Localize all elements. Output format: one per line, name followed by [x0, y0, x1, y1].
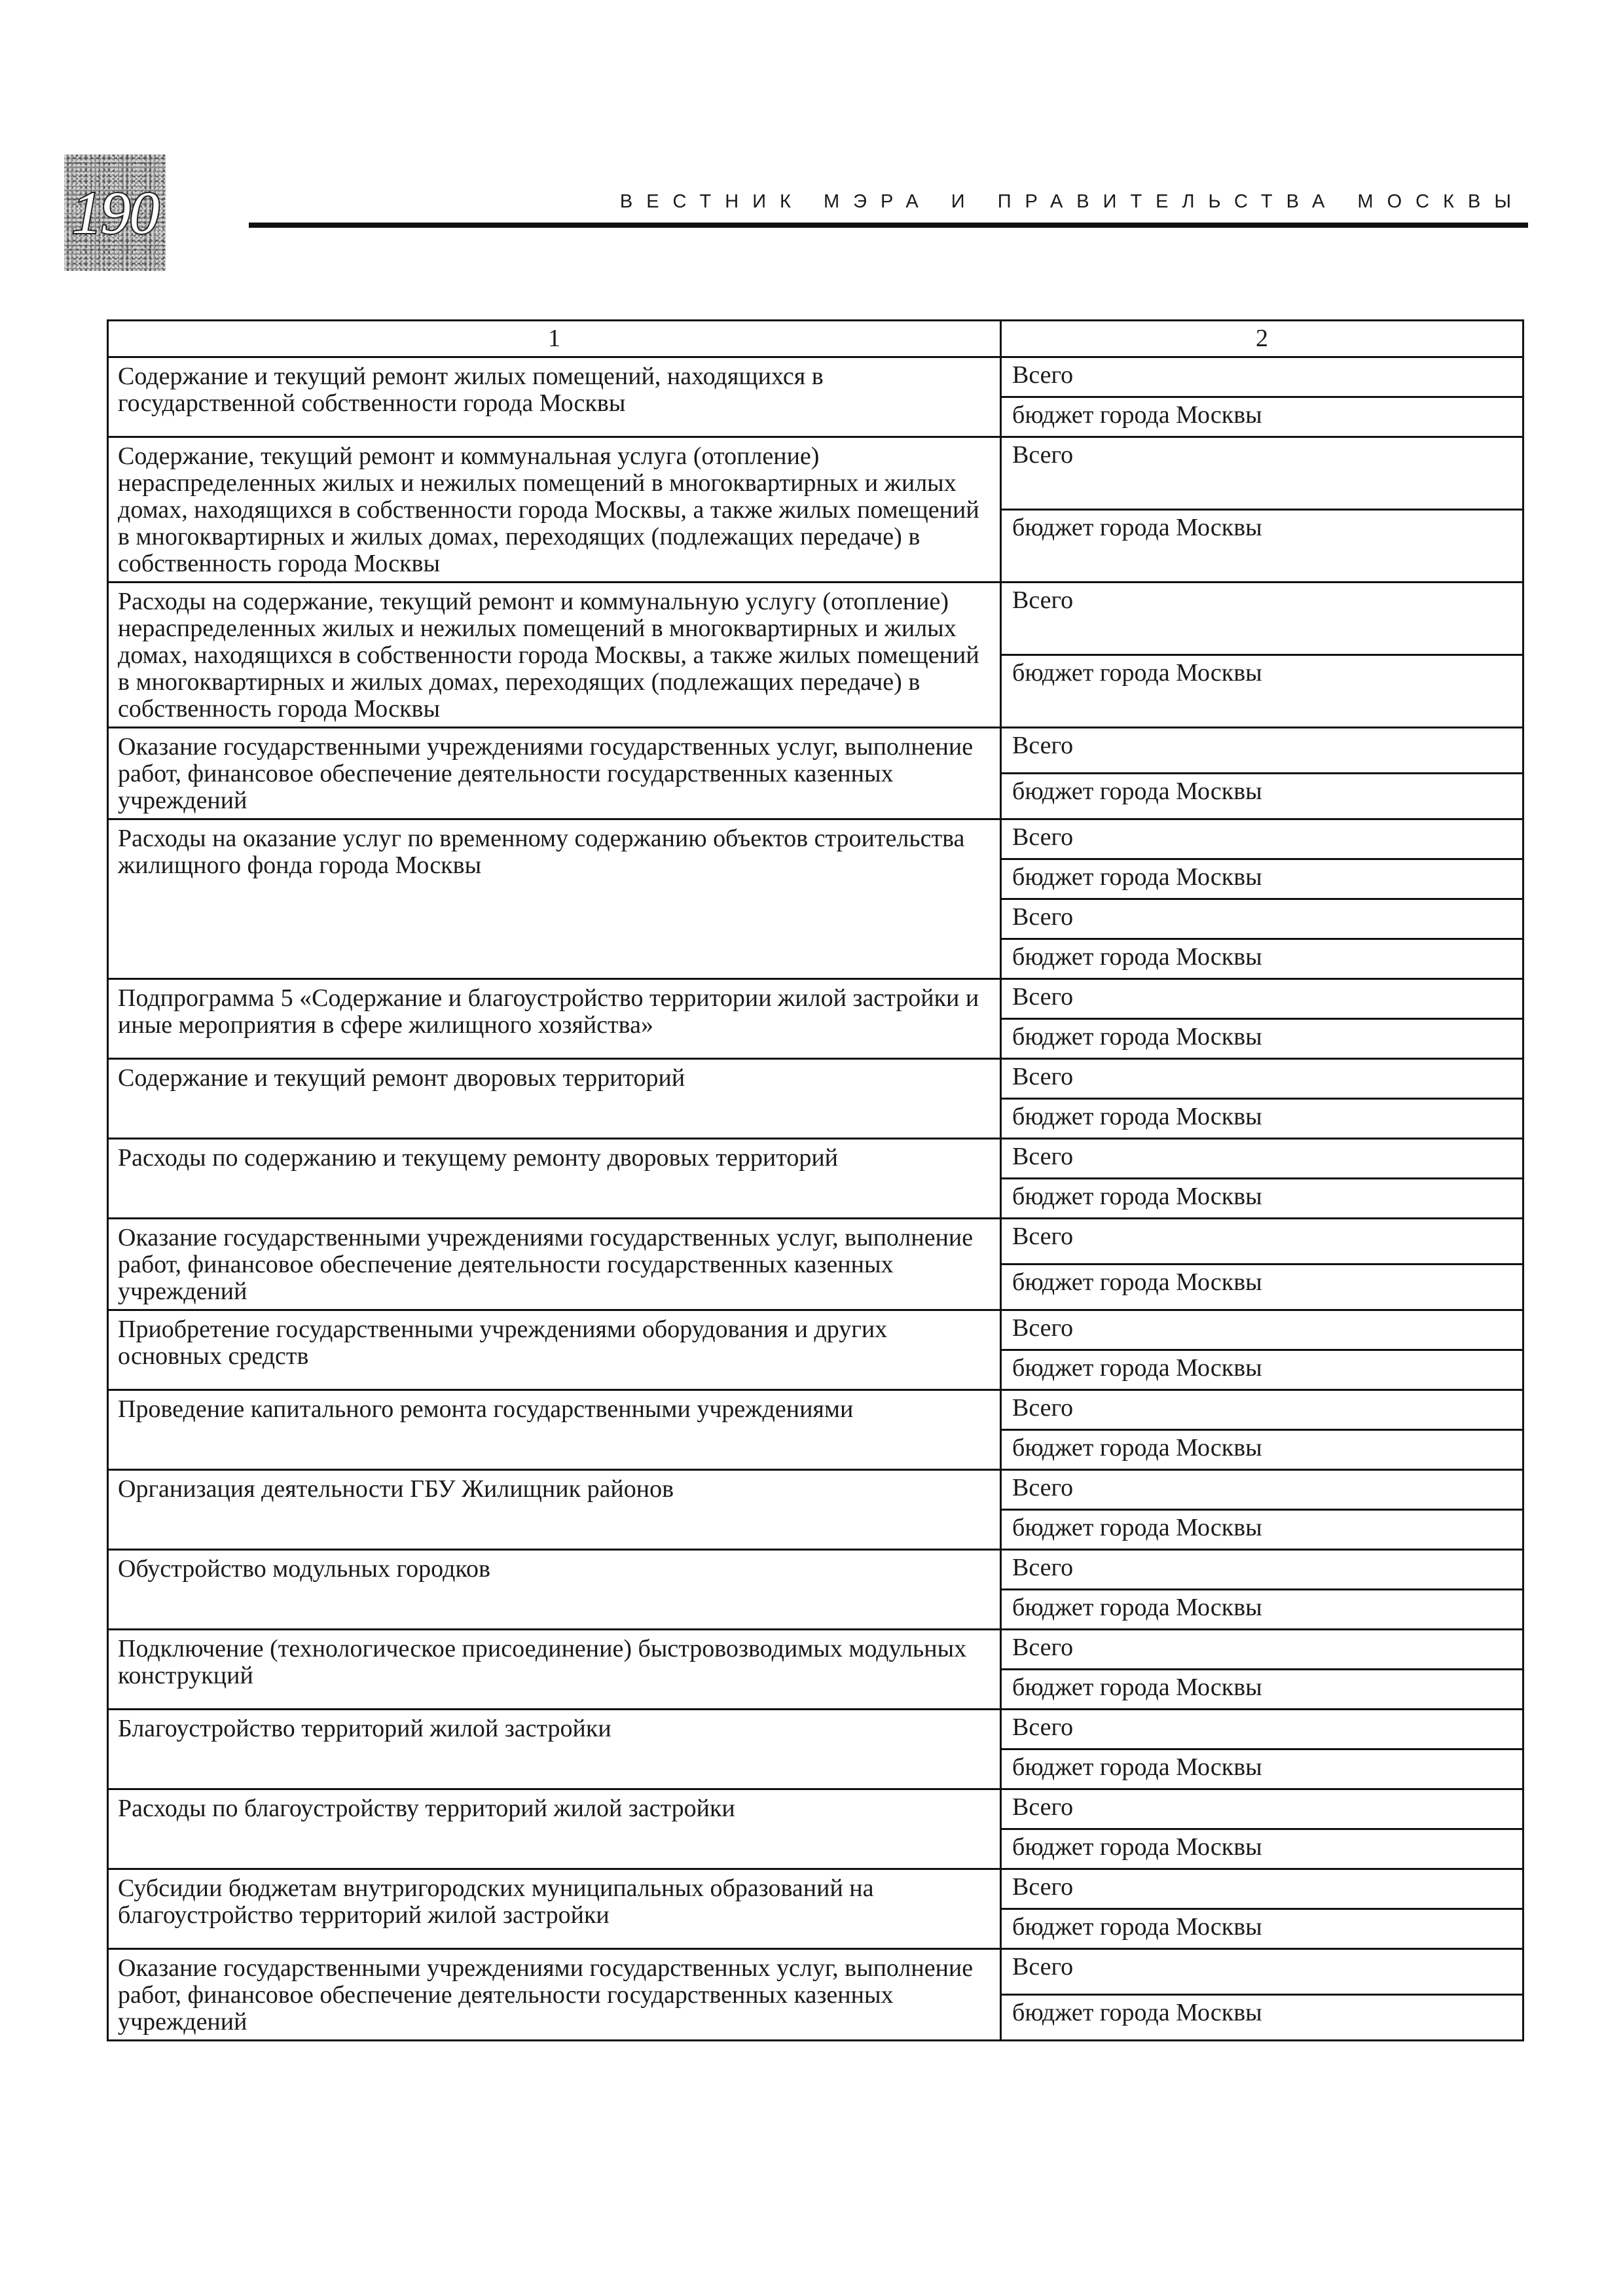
row-continuation-cell — [1523, 357, 1559, 437]
funding-source: бюджет города Москвы — [1001, 1099, 1523, 1139]
funding-source: бюджет города Москвы — [1001, 774, 1523, 819]
row-continuation-cell — [1523, 1310, 1559, 1390]
funding-source: бюджет города Москвы — [1001, 1510, 1523, 1550]
row-continuation-cell — [1523, 1710, 1559, 1789]
funding-source: Всего — [1001, 1869, 1523, 1909]
row-continuation-cell — [1523, 1949, 1559, 2041]
row-description: Приобретение государственными учреждениями оборудования и других основных средств — [108, 1310, 1001, 1390]
funding-source: Всего — [1001, 583, 1523, 655]
row-continuation-cell — [1523, 583, 1559, 728]
funding-source: Всего — [1001, 1310, 1523, 1350]
row-description: Организация деятельности ГБУ Жилищник районов — [108, 1470, 1001, 1550]
funding-source: бюджет города Москвы — [1001, 510, 1523, 583]
row-description: Расходы по содержанию и текущему ремонту дворовых территорий — [108, 1139, 1001, 1219]
funding-source: Всего — [1001, 1390, 1523, 1430]
table-row — [108, 728, 1559, 774]
row-continuation-cell — [1523, 1470, 1559, 1550]
funding-source: бюджет города Москвы — [1001, 859, 1523, 899]
row-continuation-cell — [1523, 1869, 1559, 1949]
row-continuation-cell — [1523, 979, 1559, 1059]
funding-source: бюджет города Москвы — [1001, 1179, 1523, 1219]
funding-source: бюджет города Москвы — [1001, 1829, 1523, 1869]
table-row — [108, 583, 1559, 655]
table-row — [108, 1869, 1559, 1909]
row-description: Оказание государственными учреждениями государственных услуг, выполнение работ, финансовое обеспечение деятельности государственных казенных учреждений — [108, 1219, 1001, 1310]
row-continuation-cell — [1523, 1550, 1559, 1630]
funding-source: Всего — [1001, 1630, 1523, 1670]
funding-source: Всего — [1001, 1059, 1523, 1099]
funding-source: Всего — [1001, 1470, 1523, 1510]
row-description: Содержание и текущий ремонт жилых помещений, находящихся в государственной собственности города Москвы — [108, 357, 1001, 437]
column-header-3 — [1523, 321, 1559, 357]
funding-source: Всего — [1001, 437, 1523, 510]
row-description: Содержание, текущий ремонт и коммунальная услуга (отопление) нераспределенных жилых и нежилых помещений в многоквартирных и жилых домах, находящихся в собственности города Москвы, а также жилых помещений в многоквартирных и жилых домах, переходящих (подлежащих передаче) в собственность города Москвы — [108, 437, 1001, 583]
table-row — [108, 1139, 1559, 1179]
row-description: Оказание государственными учреждениями государственных услуг, выполнение работ, финансовое обеспечение деятельности государственных казенных учреждений — [108, 1949, 1001, 2041]
funding-source: бюджет города Москвы — [1001, 1350, 1523, 1390]
funding-source: Всего — [1001, 1219, 1523, 1265]
funding-source: Всего — [1001, 899, 1523, 939]
row-description: Оказание государственными учреждениями государственных услуг, выполнение работ, финансовое обеспечение деятельности государственных казенных учреждений — [108, 728, 1001, 819]
table-row — [108, 1949, 1559, 1995]
page-number: 190 — [71, 179, 158, 246]
row-continuation-cell — [1523, 1789, 1559, 1869]
funding-source: бюджет города Москвы — [1001, 1995, 1523, 2041]
row-description: Проведение капитального ремонта государственными учреждениями — [108, 1390, 1001, 1470]
funding-source: бюджет города Москвы — [1001, 1909, 1523, 1949]
row-continuation-cell — [1523, 1139, 1559, 1219]
funding-source: Всего — [1001, 357, 1523, 397]
table-row — [108, 1789, 1559, 1829]
row-description: Обустройство модульных городков — [108, 1550, 1001, 1630]
row-description: Расходы по благоустройству территорий жилой застройки — [108, 1789, 1001, 1869]
row-continuation-cell — [1523, 1390, 1559, 1470]
funding-source: Всего — [1001, 819, 1523, 859]
table-row — [108, 1059, 1559, 1099]
funding-source: Всего — [1001, 1949, 1523, 1995]
funding-source: бюджет города Москвы — [1001, 1019, 1523, 1059]
table-row — [108, 1310, 1559, 1350]
row-description: Благоустройство территорий жилой застройки — [108, 1710, 1001, 1789]
table-row — [108, 1710, 1559, 1749]
row-description: Субсидии бюджетам внутригородских муниципальных образований на благоустройство территорий жилой застройки — [108, 1869, 1001, 1949]
funding-source: бюджет города Москвы — [1001, 939, 1523, 979]
table-row — [108, 1550, 1559, 1590]
funding-source: Всего — [1001, 728, 1523, 774]
table-row — [108, 437, 1559, 510]
table-row — [108, 1470, 1559, 1510]
table-row — [108, 1630, 1559, 1670]
row-description: Расходы на оказание услуг по временному содержанию объектов строительства жилищного фонда города Москвы — [108, 819, 1001, 979]
funding-source: бюджет города Москвы — [1001, 397, 1523, 437]
table-header-row — [108, 321, 1559, 357]
row-continuation-cell — [1523, 437, 1559, 583]
column-header-1: 1 — [108, 321, 1001, 357]
table-row — [108, 819, 1559, 859]
funding-source: бюджет города Москвы — [1001, 1430, 1523, 1470]
page-number-badge — [64, 154, 166, 271]
row-description: Расходы на содержание, текущий ремонт и коммунальную услугу (отопление) нераспределенных жилых и нежилых помещений в многоквартирных и жилых домах, находящихся в собственности города Москвы, а также жилых помещений в многоквартирных и жилых домах, переходящих (подлежащих передаче) в собственность города Москвы — [108, 583, 1001, 728]
funding-source: бюджет города Москвы — [1001, 1265, 1523, 1310]
funding-source: Всего — [1001, 1139, 1523, 1179]
budget-table-body — [108, 321, 1559, 2041]
funding-source: Всего — [1001, 979, 1523, 1019]
row-continuation-cell — [1523, 1630, 1559, 1710]
funding-source: Всего — [1001, 1710, 1523, 1749]
row-continuation-cell — [1523, 1059, 1559, 1139]
table-row — [108, 1390, 1559, 1430]
table-row — [108, 357, 1559, 397]
row-description: Подключение (технологическое присоединение) быстровозводимых модульных конструкций — [108, 1630, 1001, 1710]
funding-source: бюджет города Москвы — [1001, 655, 1523, 728]
funding-source: бюджет города Москвы — [1001, 1590, 1523, 1630]
row-description: Содержание и текущий ремонт дворовых территорий — [108, 1059, 1001, 1139]
funding-source: бюджет города Москвы — [1001, 1749, 1523, 1789]
column-header-2: 2 — [1001, 321, 1523, 357]
funding-source: Всего — [1001, 1550, 1523, 1590]
journal-title: ВЕСТНИК МЭРА И ПРАВИТЕЛЬСТВА МОСКВЫ — [619, 191, 1525, 212]
header-rule — [249, 223, 1528, 228]
row-continuation-cell — [1523, 1219, 1559, 1310]
row-continuation-cell — [1523, 819, 1559, 979]
funding-source: Всего — [1001, 1789, 1523, 1829]
table-row — [108, 979, 1559, 1019]
funding-source: бюджет города Москвы — [1001, 1670, 1523, 1710]
row-continuation-cell — [1523, 728, 1559, 819]
row-description: Подпрограмма 5 «Содержание и благоустройство территории жилой застройки и иные мероприятия в сфере жилищного хозяйства» — [108, 979, 1001, 1059]
budget-table — [107, 319, 1559, 2041]
table-row — [108, 1219, 1559, 1265]
